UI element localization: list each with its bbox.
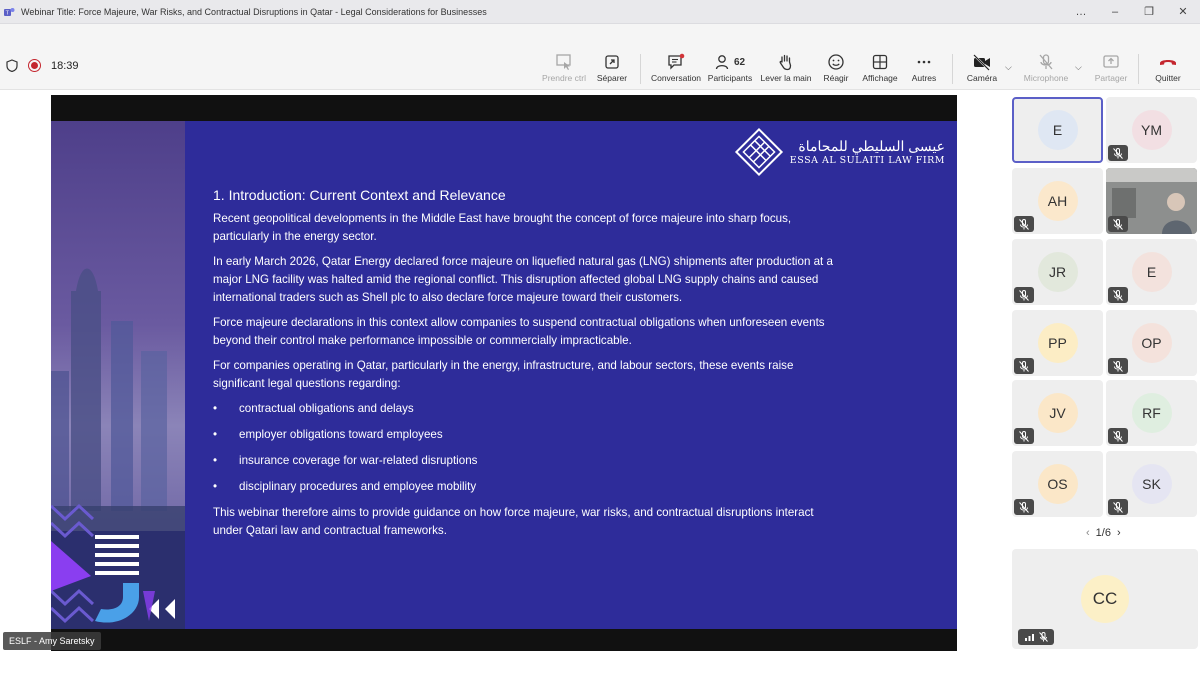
mic-off-icon <box>1036 631 1050 643</box>
previous-page-chevron-icon[interactable]: ‹ <box>1086 527 1090 539</box>
slide-closing: This webinar therefore aims to provide guidance on how force majeure, war risks, and contractual disruptions interact under Qatari law and contractual frameworks. <box>213 506 814 537</box>
chat-icon <box>666 53 686 71</box>
slide-bullet: • employer obligations toward employees <box>213 426 843 444</box>
camera-button[interactable] <box>962 52 1002 86</box>
avatar: YM <box>1132 110 1172 150</box>
avatar: AH <box>1038 181 1078 221</box>
avatar: E <box>1038 110 1078 150</box>
toolbar-divider <box>952 54 953 84</box>
law-firm-logo <box>734 127 945 177</box>
chat-label: Conversation <box>650 73 702 83</box>
skyline-illustration <box>51 121 185 629</box>
leave-button[interactable] <box>1148 52 1188 86</box>
participant-tile[interactable] <box>1106 451 1197 517</box>
take-control-label: Prendre ctrl <box>542 73 586 83</box>
participant-tile[interactable] <box>1106 380 1197 446</box>
pop-out-label: Séparer <box>596 73 628 83</box>
participants-count: 62 <box>733 56 746 68</box>
speaker-name-tag: ESLF - Amy Saretsky <box>3 632 101 650</box>
mic-off-icon <box>1108 287 1128 303</box>
camera-options-chevron-icon[interactable]: ⌵ <box>1005 62 1012 72</box>
mic-off-icon <box>1014 287 1034 303</box>
slide-paragraph: Force majeure declarations in this context allow companies to suspend contractual obligations when unforeseen events beyond their control make performance impossible or commercially impracticable. <box>213 316 825 347</box>
window-titlebar <box>0 0 1200 24</box>
participant-tile[interactable] <box>1106 310 1197 376</box>
toolbar-divider <box>640 54 641 84</box>
slide-paragraph: In early March 2026, Qatar Energy declared force majeure on liquefied natural gas (LNG) shipments after production at a major LNG facility was halted amid the regional conflict. This disruption affected global LNG supply chains and caused international traders such as Shell plc to also declare force majeure toward their customers. <box>213 255 833 304</box>
gallery-pager <box>1080 527 1127 539</box>
camera-off-icon <box>972 53 992 71</box>
presentation-slide <box>51 121 957 629</box>
participant-tile[interactable] <box>1012 451 1103 517</box>
recording-icon <box>28 59 41 72</box>
self-view-status <box>1018 629 1054 645</box>
firm-name-english: ESSA AL SULAITI LAW FIRM <box>789 155 945 166</box>
slide-bullet-list <box>213 400 843 496</box>
minimize-button[interactable]: – <box>1111 5 1119 18</box>
firm-emblem-icon <box>734 127 784 177</box>
participant-tile[interactable] <box>1012 97 1103 163</box>
avatar: JV <box>1038 393 1078 433</box>
people-icon <box>715 53 733 71</box>
raise-hand-label: Lever la main <box>760 73 812 83</box>
more-window-options-button[interactable]: … <box>1075 5 1087 18</box>
mic-off-icon <box>1014 428 1034 444</box>
avatar: CC <box>1081 575 1129 623</box>
react-label: Réagir <box>823 73 849 83</box>
microphone-label: Microphone <box>1023 73 1069 83</box>
mic-off-icon <box>1014 358 1034 374</box>
more-icon <box>915 53 933 71</box>
firm-name-arabic: عيسى السليطي للمحاماة <box>798 138 945 154</box>
signal-strength-icon <box>1022 631 1036 643</box>
slide-bullet: • disciplinary procedures and employee mobility <box>213 478 843 496</box>
microphone-button[interactable] <box>1020 52 1072 86</box>
participants-label: Participants <box>707 73 753 83</box>
participants-button[interactable] <box>707 52 753 86</box>
take-control-icon <box>555 53 573 71</box>
pop-out-button[interactable] <box>594 52 630 86</box>
view-button[interactable] <box>860 52 900 86</box>
self-view-tile[interactable] <box>1012 549 1198 649</box>
meeting-timer: 18:39 <box>51 59 79 72</box>
shared-screen <box>51 95 957 651</box>
window-title: Webinar Title: Force Majeure, War Risks, and Contractual Disruptions in Qatar - Legal Considerations for Businesses <box>21 6 487 17</box>
avatar: JR <box>1038 252 1078 292</box>
participant-tile[interactable] <box>1012 168 1103 234</box>
participant-tile[interactable] <box>1012 380 1103 446</box>
more-label: Autres <box>911 73 937 83</box>
svg-text:T: T <box>5 10 9 17</box>
avatar: PP <box>1038 323 1078 363</box>
participant-tile[interactable] <box>1012 239 1103 305</box>
share-button[interactable] <box>1090 52 1132 86</box>
raise-hand-button[interactable] <box>759 52 813 86</box>
leave-label: Quitter <box>1155 73 1181 83</box>
mic-off-icon <box>1108 216 1128 232</box>
mic-off-icon <box>1014 499 1034 515</box>
chat-button[interactable] <box>648 52 704 86</box>
shield-icon[interactable] <box>6 59 18 72</box>
view-label: Affichage <box>862 73 898 83</box>
grid-view-icon <box>871 53 889 71</box>
avatar: RF <box>1132 393 1172 433</box>
camera-label: Caméra <box>966 73 998 83</box>
slide-bullet: • insurance coverage for war-related disruptions <box>213 452 843 470</box>
hand-icon <box>777 53 795 71</box>
avatar: OS <box>1038 464 1078 504</box>
teams-icon <box>4 7 15 17</box>
smile-icon <box>827 53 845 71</box>
take-control-button[interactable] <box>539 52 589 86</box>
slide-city-graphic <box>51 121 185 629</box>
more-button[interactable] <box>908 52 940 86</box>
avatar: OP <box>1132 323 1172 363</box>
mic-off-icon <box>1108 499 1128 515</box>
hang-up-icon <box>1158 53 1178 71</box>
slide-body <box>213 187 843 547</box>
slide-paragraph: For companies operating in Qatar, particularly in the energy, infrastructure, and labour sectors, these events raise significant legal questions regarding: <box>213 359 794 390</box>
toolbar-divider <box>1138 54 1139 84</box>
mic-off-icon <box>1108 428 1128 444</box>
meeting-info <box>6 59 79 72</box>
share-icon <box>1102 53 1120 71</box>
meeting-toolbar <box>0 24 1200 90</box>
mic-off-icon <box>1108 145 1128 161</box>
mic-off-icon <box>1108 358 1128 374</box>
mic-options-chevron-icon[interactable]: ⌵ <box>1075 62 1082 72</box>
slide-paragraph: Recent geopolitical developments in the Middle East have brought the concept of force majeure into sharp focus, particularly in the energy sector. <box>213 212 792 243</box>
slide-bullet: • contractual obligations and delays <box>213 400 843 418</box>
mic-off-icon <box>1037 53 1055 71</box>
page-indicator: 1/6 <box>1095 527 1111 539</box>
participant-tile[interactable] <box>1106 239 1197 305</box>
participant-tile[interactable] <box>1106 97 1197 163</box>
participant-tile[interactable] <box>1106 168 1197 234</box>
react-button[interactable] <box>820 52 852 86</box>
avatar: SK <box>1132 464 1172 504</box>
close-button[interactable]: ✕ <box>1178 6 1188 18</box>
pop-out-icon <box>603 53 621 71</box>
participant-tile[interactable] <box>1012 310 1103 376</box>
avatar: E <box>1132 252 1172 292</box>
share-label: Partager <box>1094 73 1128 83</box>
restore-button[interactable]: ❐ <box>1144 6 1154 18</box>
slide-heading: 1. Introduction: Current Context and Relevance <box>213 187 506 203</box>
next-page-chevron-icon[interactable]: › <box>1116 527 1121 539</box>
mic-off-icon <box>1014 216 1034 232</box>
